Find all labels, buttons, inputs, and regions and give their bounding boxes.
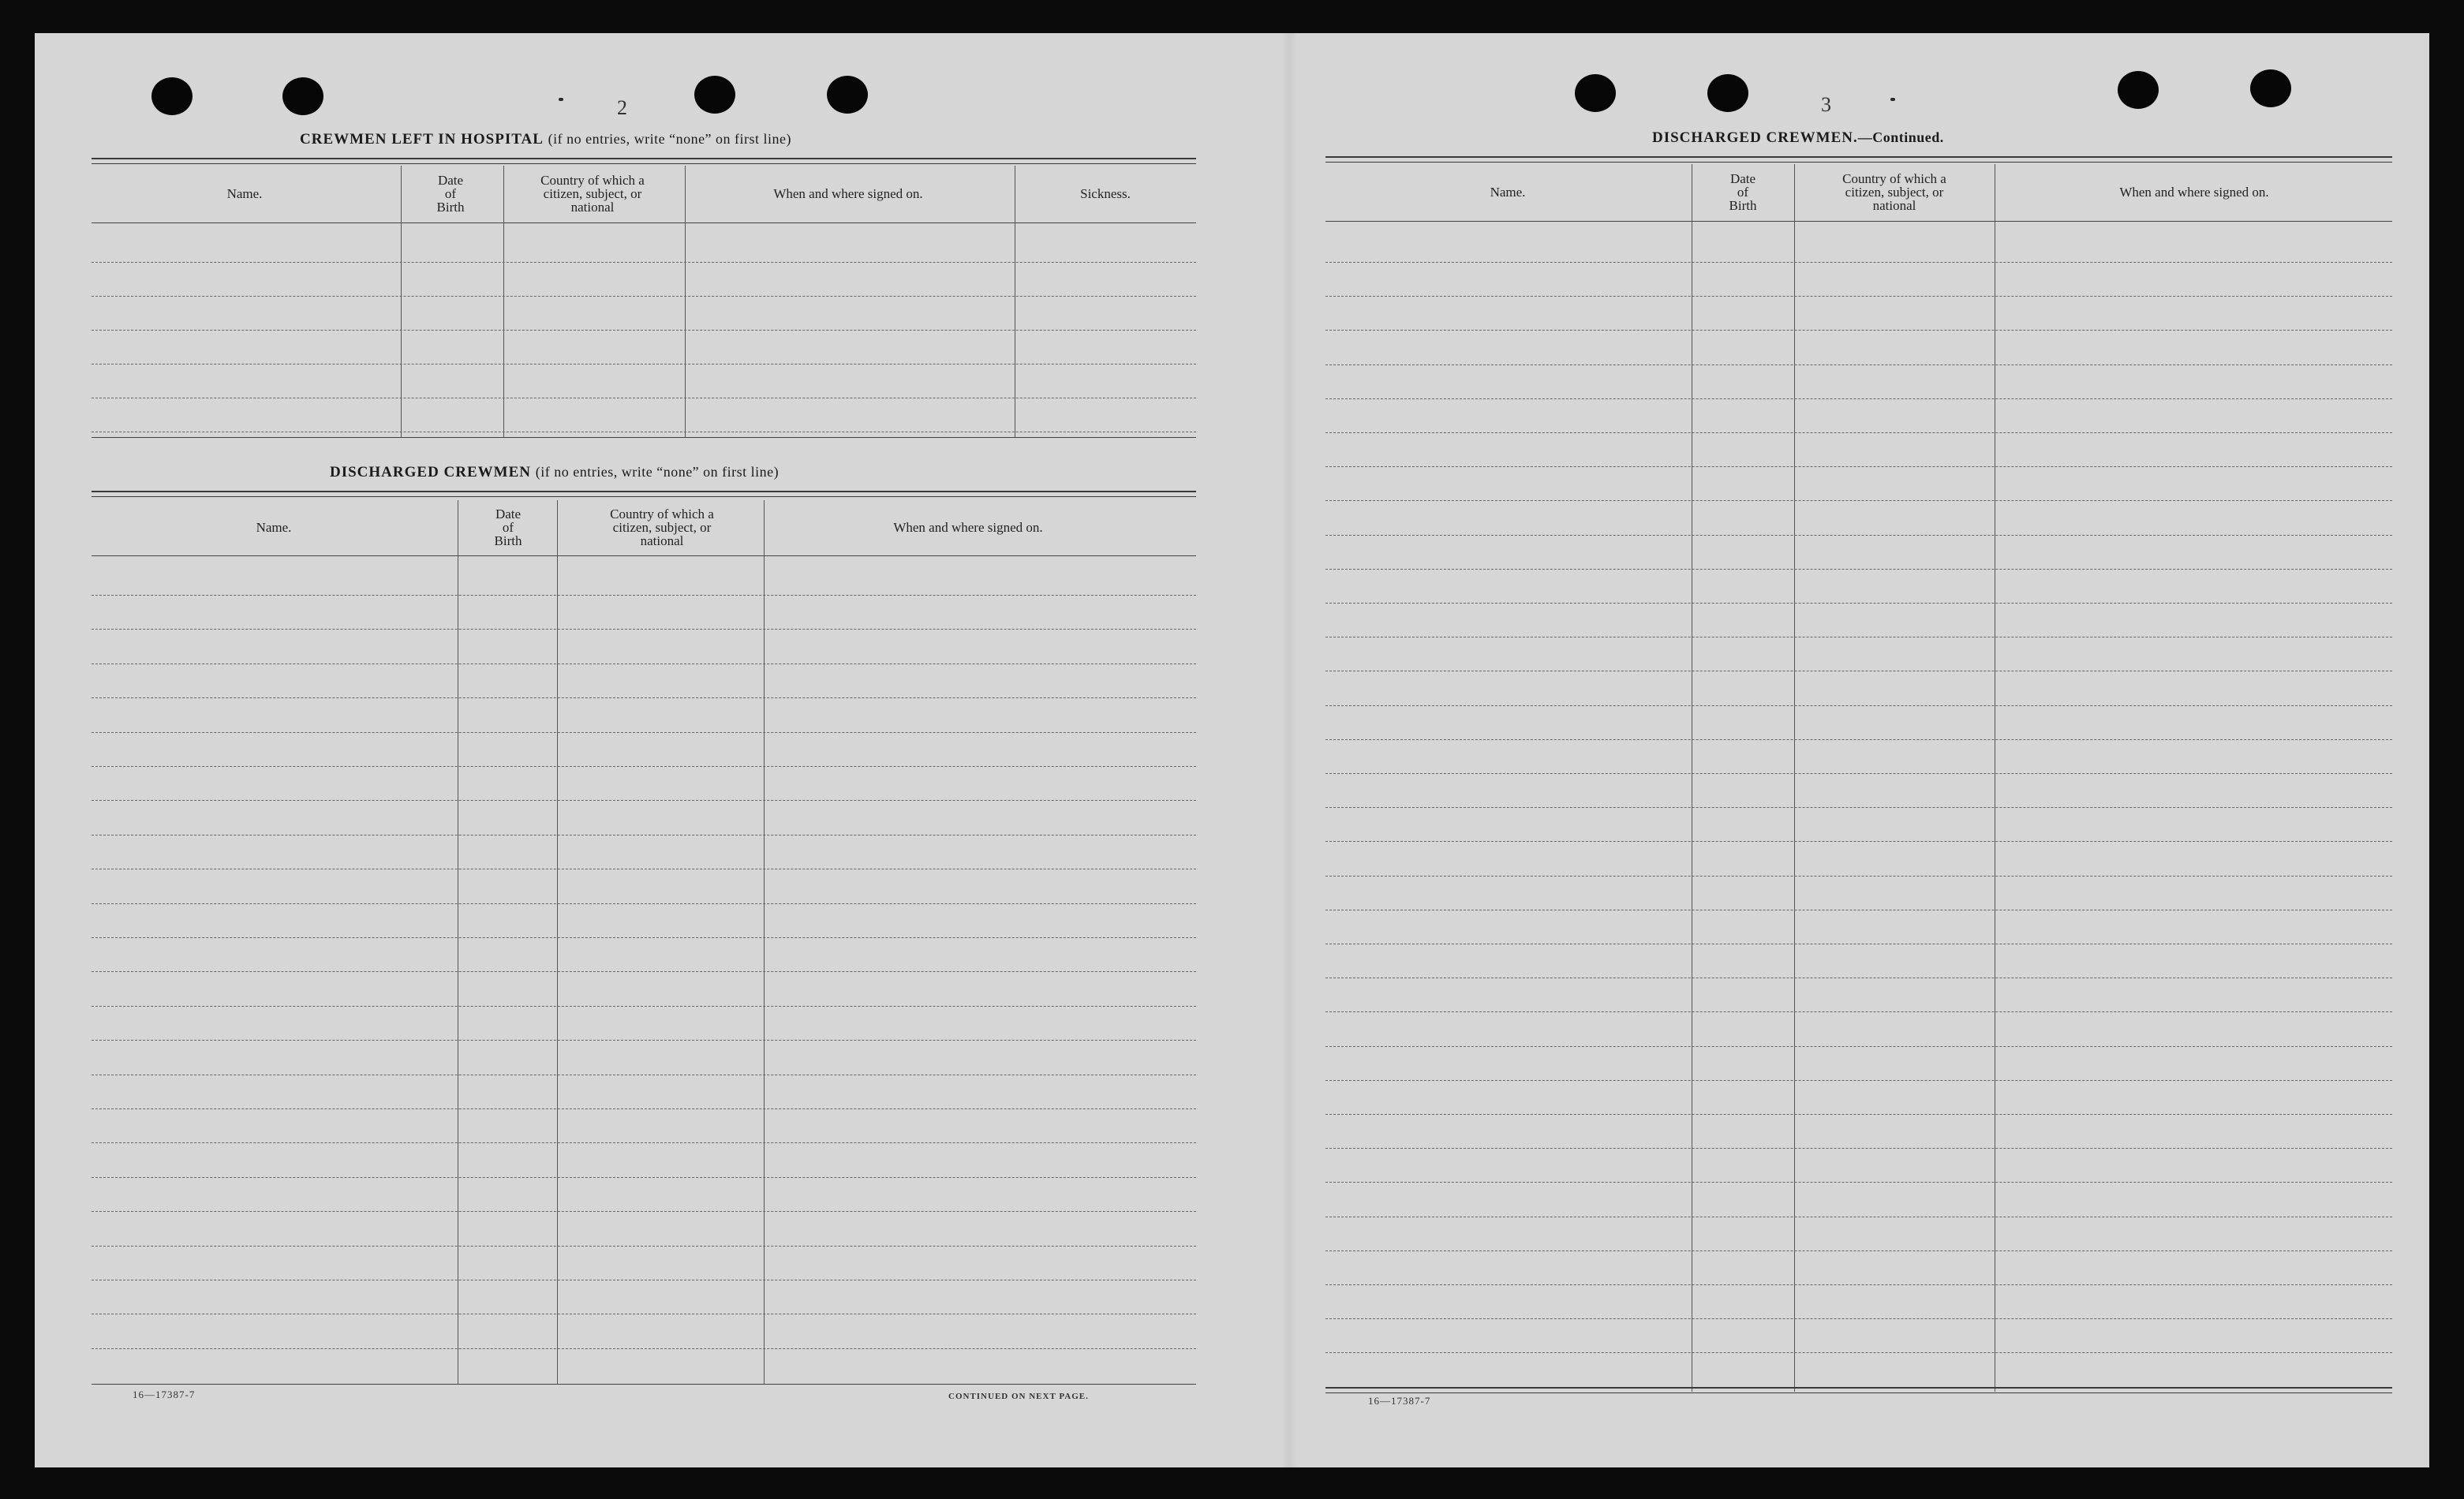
entry-line (1325, 773, 2392, 774)
entry-line (1325, 1046, 2392, 1047)
punch-hole (1707, 74, 1748, 112)
punch-hole (282, 77, 323, 115)
entry-line (92, 262, 1196, 263)
entry-line (1325, 1250, 2392, 1251)
entry-line (1325, 364, 2392, 365)
col-header-name: Name. (1490, 184, 1526, 200)
entry-line (92, 1040, 1196, 1041)
punch-hole (2250, 69, 2291, 107)
entry-line (92, 732, 1196, 733)
form-code: 16—17387-7 (133, 1389, 196, 1400)
punch-hole (1575, 74, 1616, 112)
page-number: 3 (1821, 93, 1831, 116)
continued-label: —Continued. (1857, 129, 1944, 145)
punch-hole (827, 76, 868, 114)
hospital-header-row (92, 166, 1196, 221)
column-divider (401, 166, 402, 437)
entry-line (1325, 569, 2392, 570)
discharged-header-row (92, 500, 1196, 554)
punch-hole (151, 77, 193, 115)
discharged-continued-title (1652, 129, 1944, 147)
page-number: 2 (617, 96, 627, 119)
hospital-title-note: (if no entries, write “none” on first line) (548, 131, 792, 147)
discharged-header-rule (92, 555, 1196, 556)
col-header-signed-on: When and where signed on. (2119, 184, 2269, 200)
punch-hole (2118, 71, 2159, 109)
entry-line (92, 1348, 1196, 1349)
entry-line (1325, 466, 2392, 467)
entry-line (92, 1142, 1196, 1143)
entry-line (92, 629, 1196, 630)
hospital-section-title (300, 131, 791, 148)
entry-line (1325, 807, 2392, 808)
entry-line (1325, 1318, 2392, 1319)
column-divider (503, 166, 504, 437)
right-page (1289, 33, 2429, 1467)
entry-line (92, 595, 1196, 596)
entry-line (1325, 1114, 2392, 1115)
column-divider (1794, 164, 1795, 1392)
hospital-top-rule (92, 158, 1196, 164)
entry-line (92, 1006, 1196, 1007)
continued-bottom-rule (1325, 1387, 2392, 1393)
entry-line (92, 1177, 1196, 1178)
entry-line (1325, 500, 2392, 501)
col-header-dob: Date of Birth (1729, 170, 1757, 213)
hospital-bottom-rule (92, 437, 1196, 438)
col-header-name: Name. (226, 185, 263, 201)
discharged-title-note: (if no entries, write “none” on first line) (535, 464, 780, 480)
hospital-header-rule (92, 222, 1196, 223)
entry-line (1325, 262, 2392, 263)
column-divider (685, 166, 686, 437)
col-header-sickness: Sickness. (1080, 185, 1131, 201)
left-page (35, 33, 1289, 1467)
entry-line (1325, 1352, 2392, 1353)
entry-line (1325, 705, 2392, 706)
entry-line (1325, 1148, 2392, 1149)
col-header-signed-on: When and where signed on. (773, 185, 923, 201)
scan-speck (559, 98, 563, 101)
col-header-dob: Date of Birth (436, 172, 465, 215)
form-code: 16—17387-7 (1368, 1395, 1431, 1407)
scanned-form-spread (35, 33, 2429, 1467)
discharged-continued-title-text: DISCHARGED CREWMEN. (1652, 129, 1858, 146)
continued-header-row (1325, 164, 2392, 219)
continued-top-rule (1325, 156, 2392, 163)
col-header-name: Name. (256, 519, 292, 535)
entry-line (92, 330, 1196, 331)
entry-line (92, 766, 1196, 767)
continued-note: CONTINUED ON NEXT PAGE. (948, 1392, 1089, 1401)
scan-speck (1890, 98, 1895, 101)
col-header-country: Country of which a citizen, subject, or national (610, 506, 714, 548)
entry-line (92, 697, 1196, 698)
entry-line (1325, 432, 2392, 433)
col-header-country: Country of which a citizen, subject, or national (1842, 170, 1946, 213)
entry-line (1325, 841, 2392, 842)
entry-line (1325, 398, 2392, 399)
column-divider (764, 500, 765, 1384)
entry-line (1325, 330, 2392, 331)
col-header-dob: Date of Birth (494, 506, 522, 548)
discharged-top-rule (92, 491, 1196, 497)
entry-line (1325, 296, 2392, 297)
entry-line (1325, 1284, 2392, 1285)
punch-hole (694, 76, 735, 114)
column-divider (557, 500, 558, 1384)
entry-line (92, 296, 1196, 297)
entry-line (1325, 603, 2392, 604)
entry-line (1325, 1011, 2392, 1012)
continued-header-rule (1325, 221, 2392, 222)
col-header-signed-on: When and where signed on. (893, 519, 1043, 535)
entry-line (92, 800, 1196, 801)
discharged-title-text: DISCHARGED CREWMEN (330, 464, 531, 480)
discharged-section-title (330, 464, 779, 481)
entry-line (92, 937, 1196, 938)
entry-line (1325, 1182, 2392, 1183)
entry-line (92, 971, 1196, 972)
entry-line (1325, 1080, 2392, 1081)
col-header-country: Country of which a citizen, subject, or national (540, 172, 645, 215)
entry-line (92, 903, 1196, 904)
entry-line (1325, 739, 2392, 740)
discharged-bottom-rule (92, 1384, 1196, 1385)
entry-line (92, 1108, 1196, 1109)
entry-line (92, 1246, 1196, 1247)
hospital-title-text: CREWMEN LEFT IN HOSPITAL (300, 131, 544, 148)
entry-line (1325, 535, 2392, 536)
entry-line (1325, 876, 2392, 877)
entry-line (92, 1211, 1196, 1212)
